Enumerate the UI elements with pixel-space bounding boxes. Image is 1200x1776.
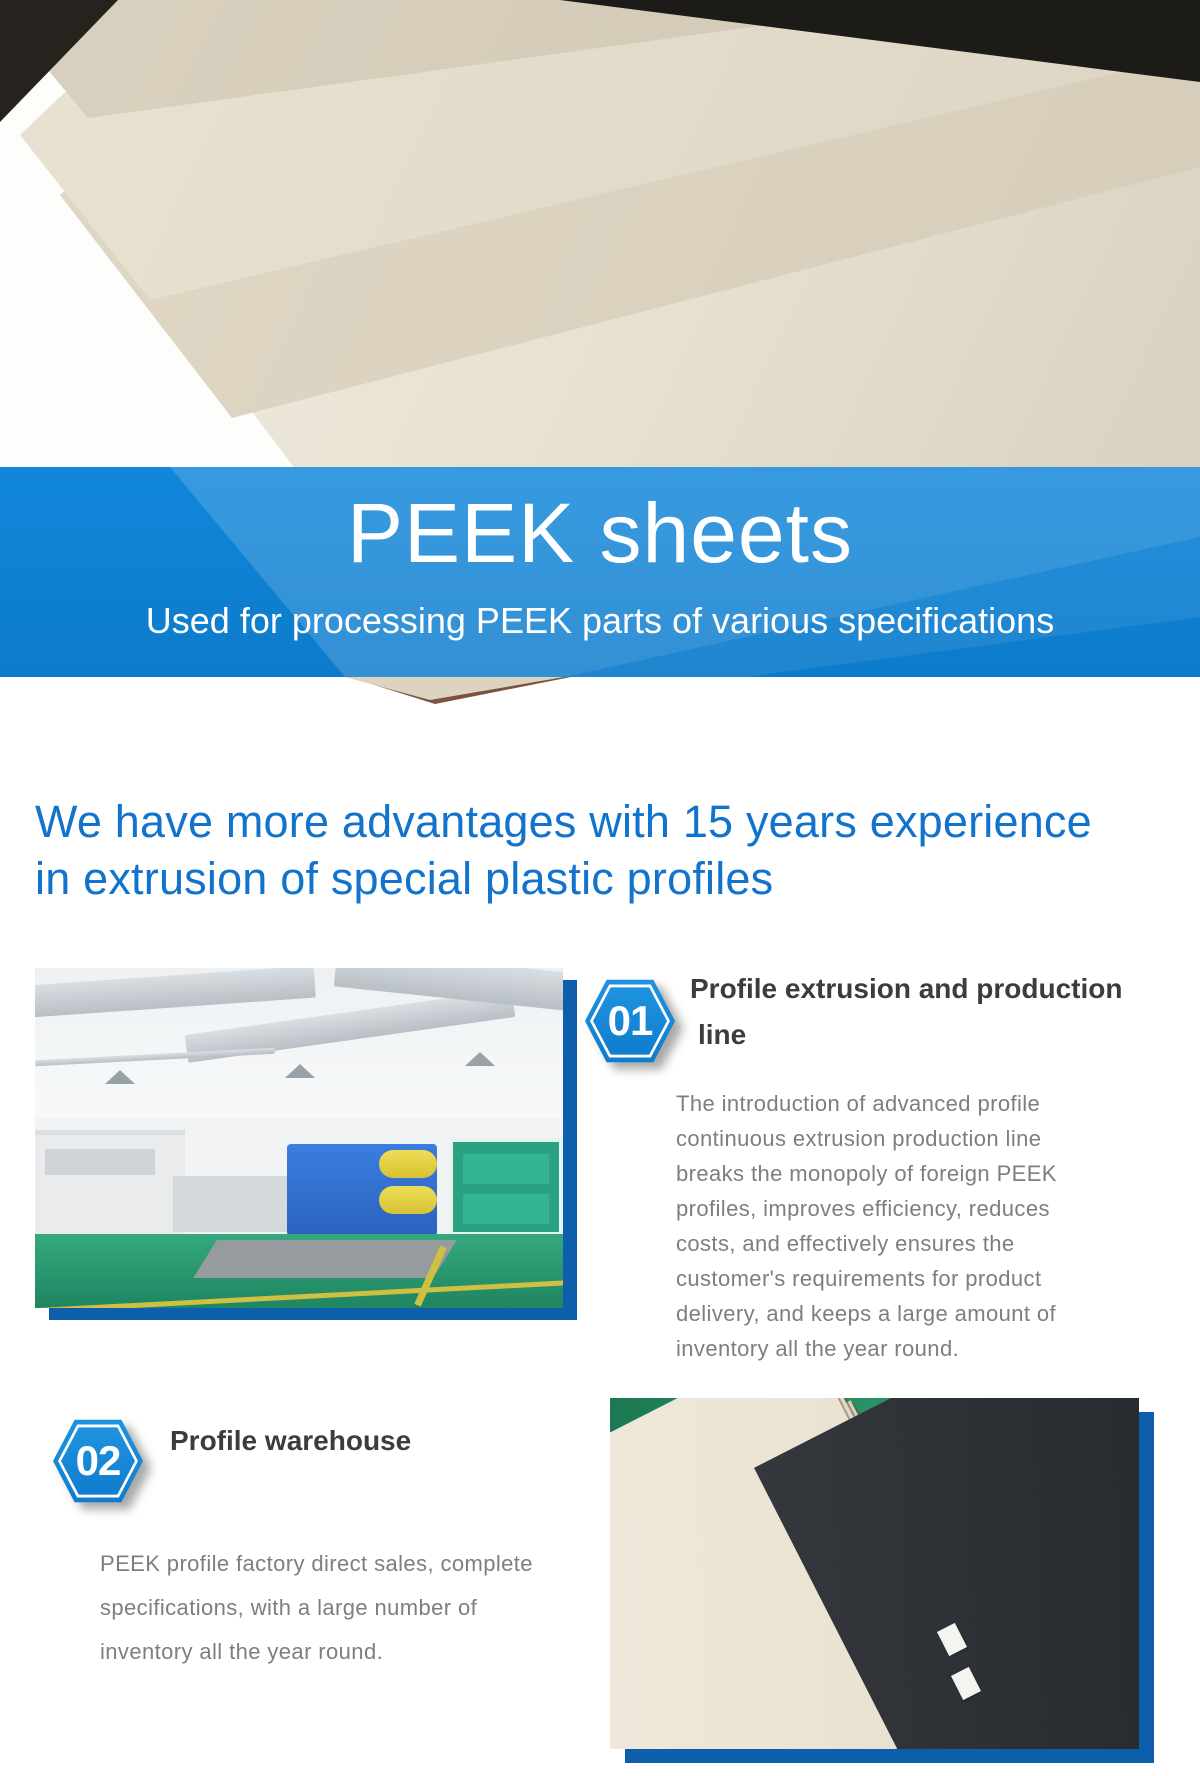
sheet-corner-below-banner <box>345 677 573 705</box>
yellow-roller <box>379 1150 437 1178</box>
section-01-body: The introduction of advanced profile continuous extrusion production line breaks the monopoly of foreign PEEK profiles, improves efficiency, reduces costs, and effectively ensures the customer's requirements for product delivery, and keeps a large amount of inventory all the year round. <box>676 1091 1057 1361</box>
floor-platform <box>193 1240 457 1278</box>
section-02-title: Profile warehouse <box>170 1425 412 1456</box>
badge-number: 01 <box>607 997 653 1044</box>
badge-number: 02 <box>75 1437 121 1484</box>
extruder-base <box>173 1176 293 1232</box>
advantages-heading <box>35 793 1185 907</box>
badge-hexagon-01 <box>585 978 675 1064</box>
white-machine <box>35 1130 185 1239</box>
sheet-corner-face <box>345 677 573 705</box>
teal-cabinet-machine <box>449 1138 563 1236</box>
product-title: PEEK sheets <box>347 486 853 580</box>
title-banner <box>0 467 1200 677</box>
profile-warehouse-photo <box>610 1398 1139 1749</box>
hero-sheets-photo <box>0 0 1200 467</box>
factory-production-line-photo <box>35 968 563 1308</box>
advantages-heading-line1: We have more advantages with 15 years experience <box>35 796 1092 847</box>
advantages-heading-line2: in extrusion of special plastic profiles <box>35 853 774 904</box>
product-subtitle: Used for processing PEEK parts of various specifications <box>145 600 1055 641</box>
section-01-title: Profile extrusion and production line <box>690 973 1123 1050</box>
badge-hexagon-02 <box>53 1418 143 1504</box>
section-02-body: PEEK profile factory direct sales, complete specifications, with a large number of inventory all the year round. <box>100 1551 533 1664</box>
yellow-roller <box>379 1186 437 1214</box>
